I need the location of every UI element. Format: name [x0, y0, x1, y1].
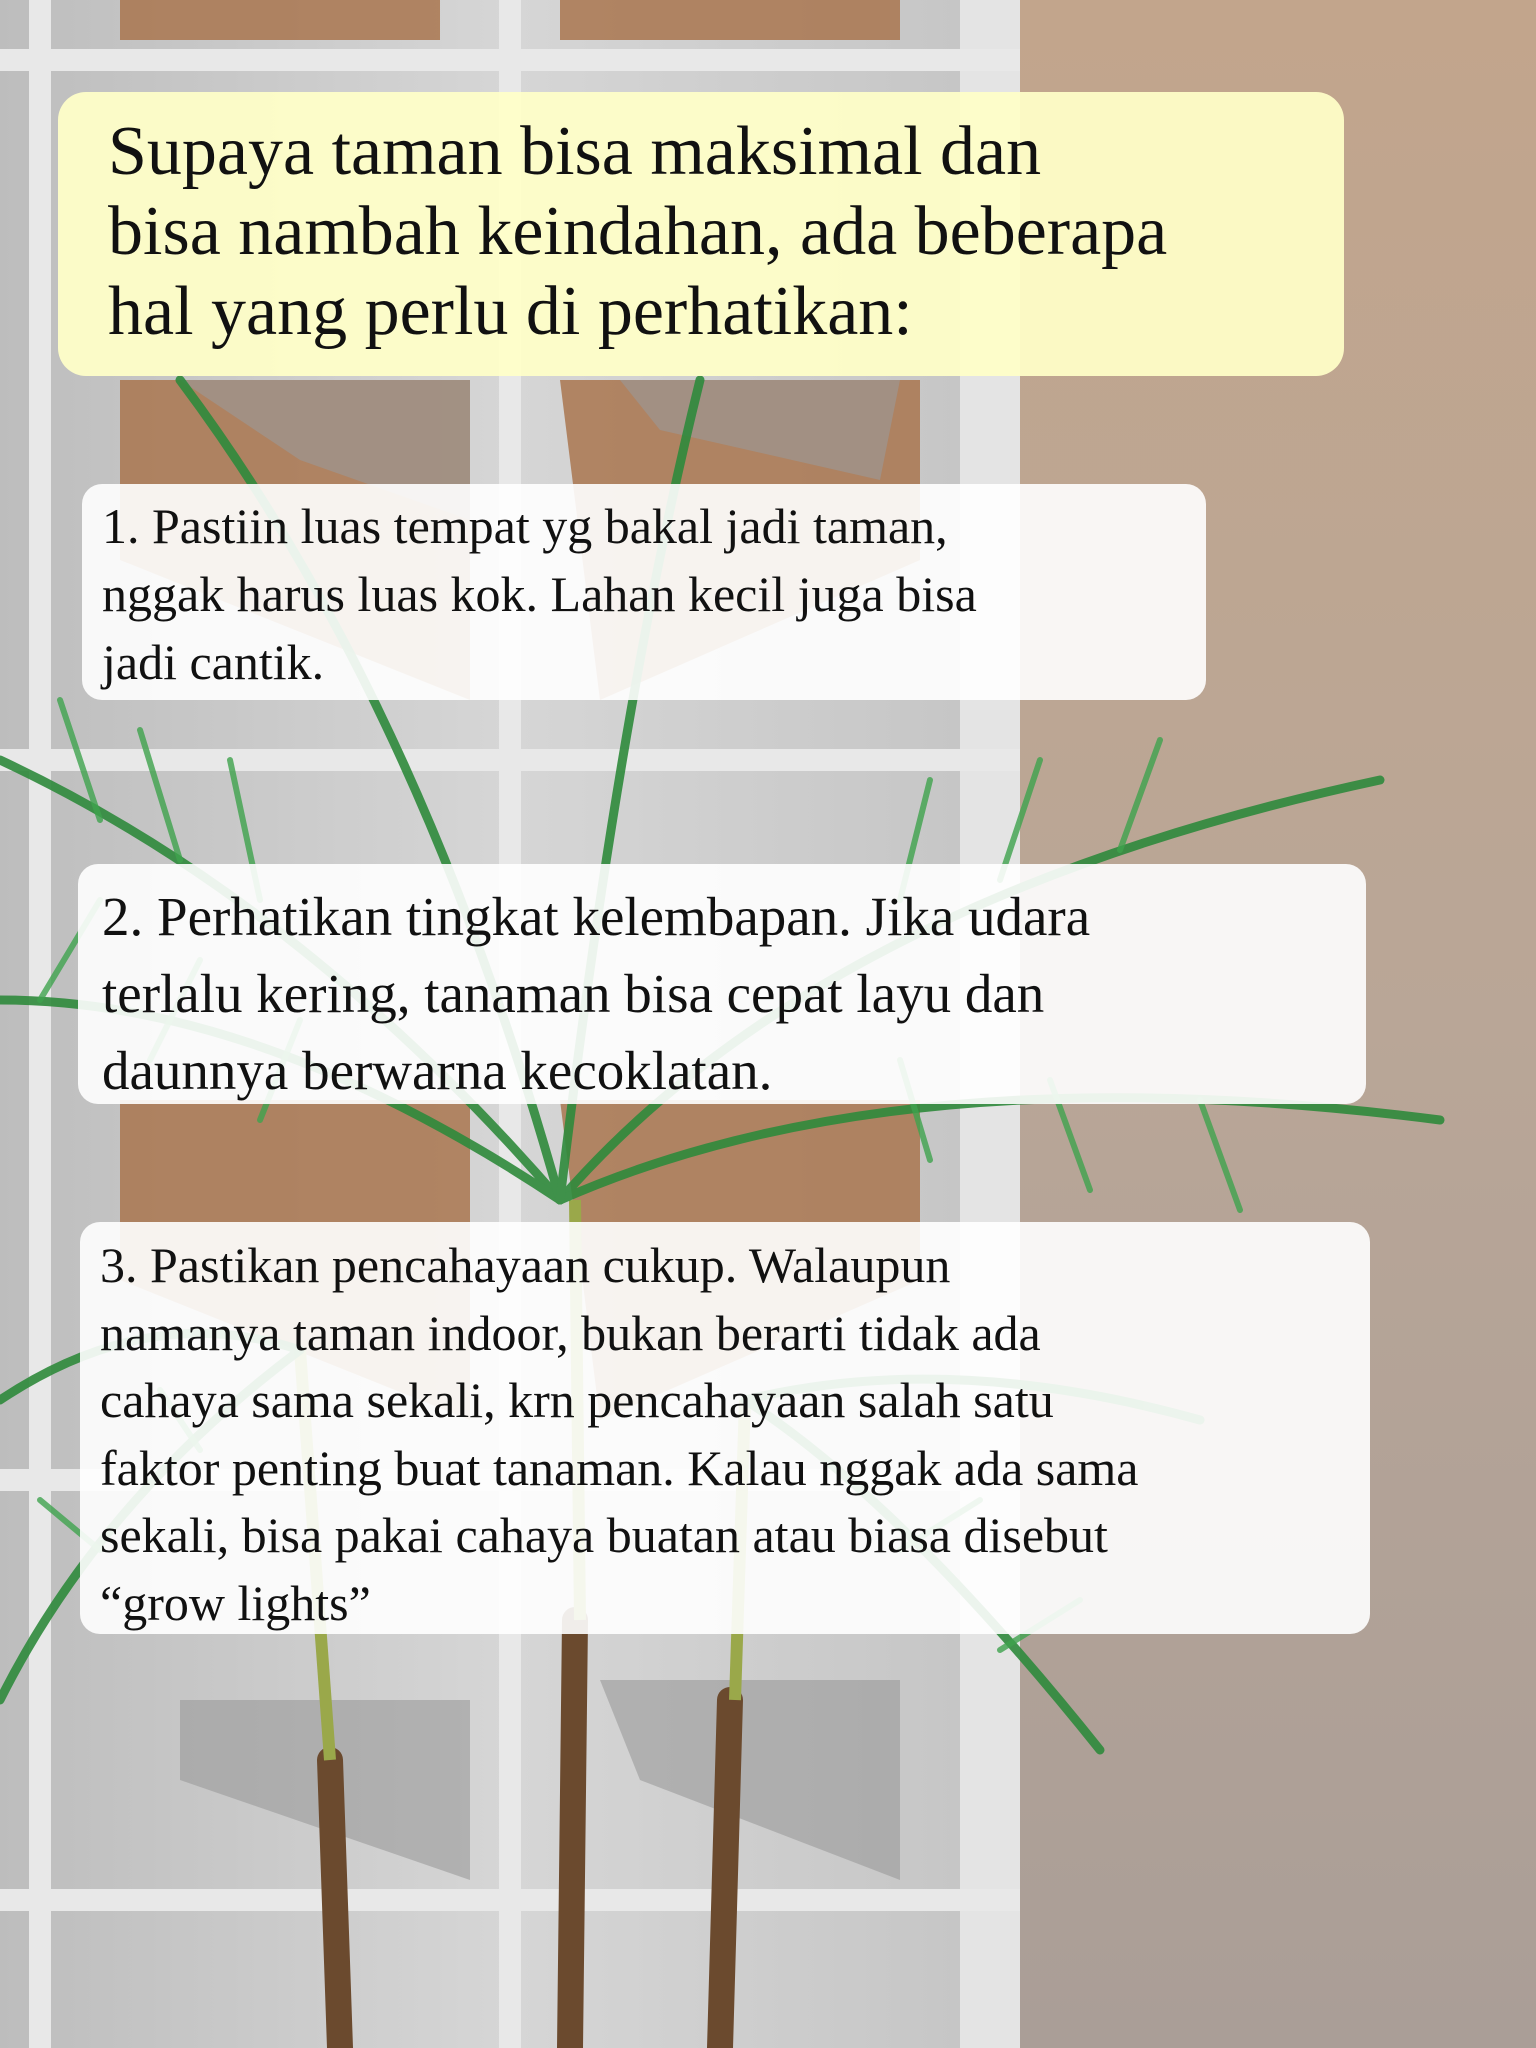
tip-line: daunnya berwarna kecoklatan.	[102, 1040, 773, 1101]
title-card	[58, 92, 1344, 376]
tip-line: cahaya sama sekali, krn pencahayaan salah satu	[100, 1372, 1054, 1428]
tip-line: sekali, bisa pakai cahaya buatan atau biasa disebut	[100, 1507, 1108, 1563]
tip-card-2	[78, 864, 1366, 1104]
tip-line: “grow lights”	[100, 1574, 371, 1631]
tip-line: namanya taman indoor, bukan berarti tidak ada	[100, 1304, 1041, 1361]
tip-line: terlalu kering, tanaman bisa cepat layu dan	[102, 963, 1045, 1024]
tip-line: nggak harus luas kok. Lahan kecil juga bisa	[102, 566, 977, 622]
tip-card-3	[80, 1222, 1370, 1634]
tip-line: 1. Pastiin luas tempat yg bakal jadi taman,	[102, 498, 948, 554]
tip-line: faktor penting buat tanaman. Kalau nggak ada sama	[100, 1439, 1139, 1496]
title-line: bisa nambah keindahan, ada beberapa	[108, 192, 1168, 270]
title-line: Supaya taman bisa maksimal dan	[108, 113, 1042, 190]
title-line: hal yang perlu di perhatikan:	[108, 272, 913, 350]
tip-card-1	[82, 484, 1206, 700]
tip-line: 2. Perhatikan tingkat kelembapan. Jika udara	[102, 886, 1091, 947]
tip-line: 3. Pastikan pencahayaan cukup. Walaupun	[100, 1237, 951, 1293]
tip-line: jadi cantik.	[102, 634, 325, 690]
